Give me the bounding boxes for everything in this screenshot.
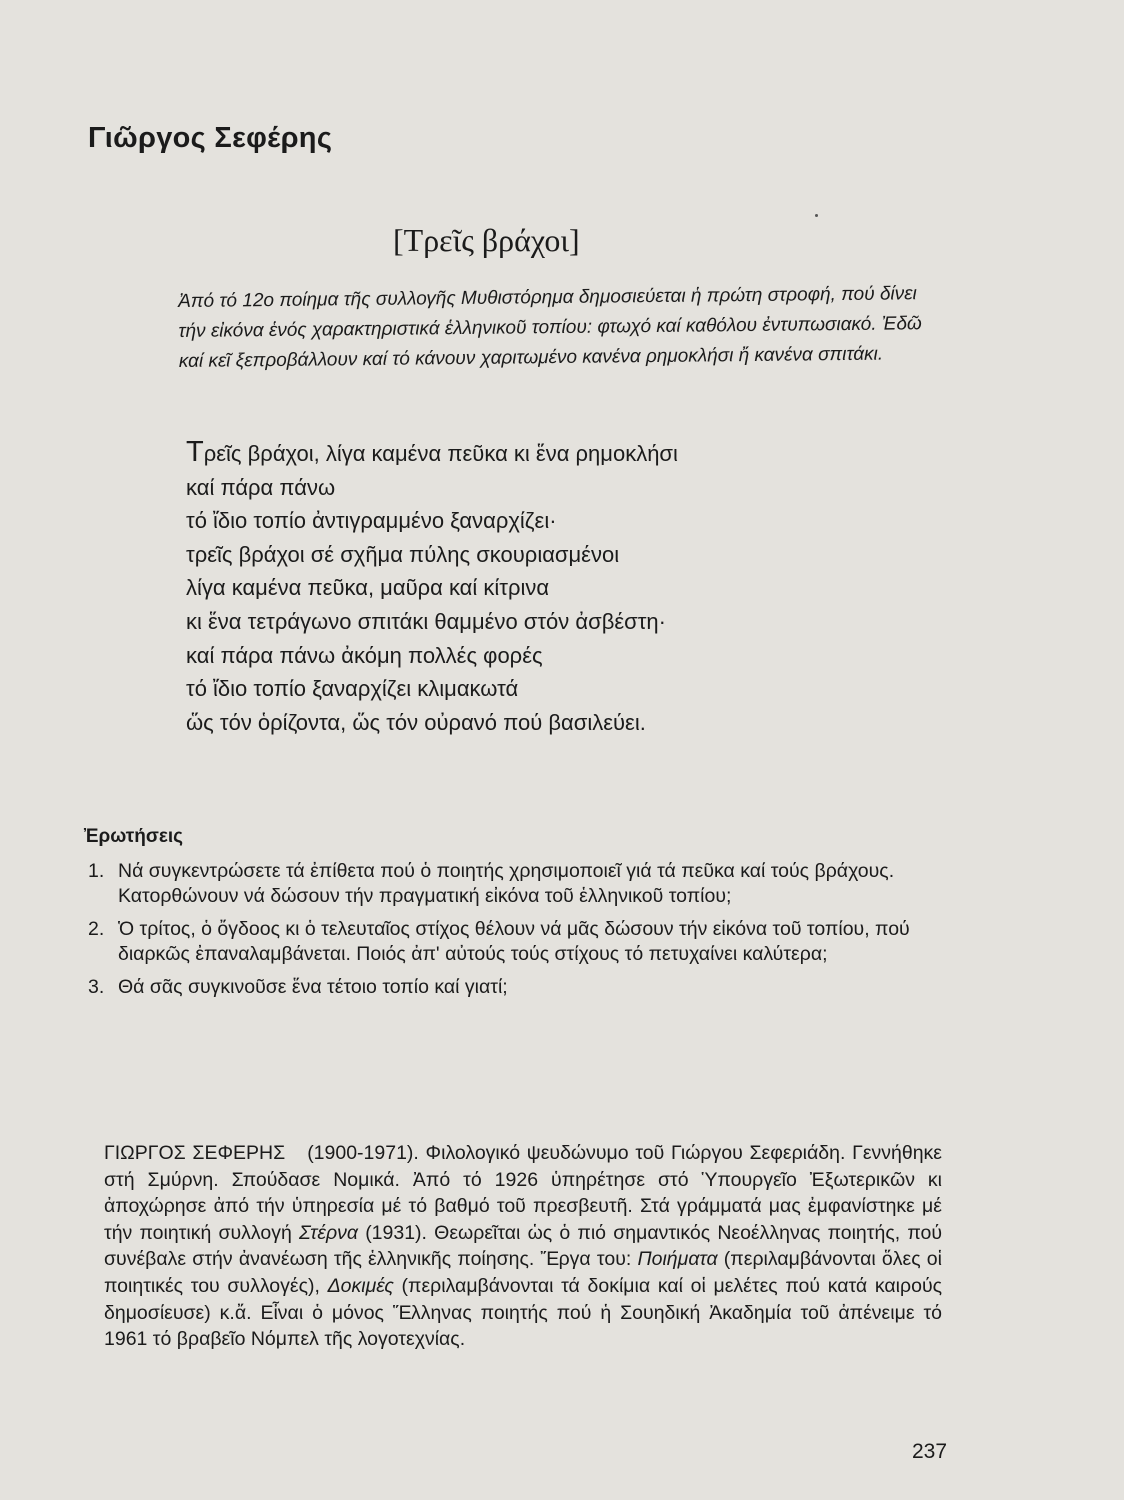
question-number: 2. bbox=[88, 918, 105, 940]
question-item bbox=[88, 859, 943, 909]
bio-text: (1900-1971). Φιλολογικό ψευδώνυμο τοῦ Γιώργου Σεφεριάδη. Γεννήθηκε στή Σμύρνη. Σπούδασε Νομικά. Ἀπό τό 1926 ὑπηρέτησε στό Ὑπουργεῖο Ἐξωτερικῶν κι ἀποχώρησε ἀπό τήν ὑπηρεσία μέ τό βαθμό τοῦ πρεσβευτῆ. Στά γράμματά μας ἐμφανίστηκε μέ τήν ποιητική συλλογή bbox=[104, 1142, 943, 1244]
questions-heading: Ἐρωτήσεις bbox=[84, 826, 184, 847]
question-text: Ὁ τρίτος, ὁ ὄγδοος κι ὁ τελευταῖος στίχος θέλουν νά μᾶς δώσουν τήν εἰκόνα τοῦ τοπίου, πού διαρκῶς ἐπαναλαμβάνεται. Ποιός ἀπ' αὐτούς τούς στίχους τό πετυχαίνει καλύτερα; bbox=[118, 918, 910, 965]
biography-text bbox=[104, 1140, 942, 1353]
question-text: Νά συγκεντρώσετε τά ἐπίθετα πού ὁ ποιητής χρησιμοποιεῖ γιά τά πεῦκα καί τούς βράχους. Κατορθώνουν νά δώσουν τήν πραγματική εἰκόνα τοῦ ἑλληνικοῦ τοπίου; bbox=[118, 860, 895, 907]
poem bbox=[186, 436, 678, 739]
bio-work-title: Ποιήματα bbox=[637, 1248, 718, 1271]
poem-title: [Τρεῖς βράχοι] bbox=[393, 222, 580, 258]
question-number: 1. bbox=[88, 860, 105, 882]
poem-line bbox=[186, 436, 678, 471]
question-item bbox=[88, 917, 943, 967]
poem-initial: Τ bbox=[186, 436, 204, 468]
questions-list bbox=[88, 859, 943, 1008]
page-number: 237 bbox=[912, 1440, 948, 1463]
poem-line: τρεῖς βράχοι σέ σχῆμα πύλης σκουριασμένοι bbox=[186, 541, 620, 567]
bio-text: (περιλαμβάνονται ὅλες οἱ ποιητικές του συλλογές), bbox=[104, 1248, 942, 1297]
biography bbox=[104, 1140, 942, 1353]
poem-line: καί πάρα πάνω bbox=[186, 474, 336, 500]
question-item bbox=[88, 975, 943, 1000]
bio-name: ΓΙΩΡΓΟΣ ΣΕΦΕΡΗΣ bbox=[104, 1142, 286, 1164]
bio-text: (1931). Θεωρεῖται ὡς ὁ πιό σημαντικός Νεοέλληνας ποιητής, πού συνέβαλε στήν ἀνανέωση τῆς ἑλληνικῆς ποίησης. Ἔργα του: bbox=[104, 1221, 943, 1271]
bio-text: (περιλαμβάνονται τά δοκίμια καί οἱ μελέτες πού κατά καιρούς δημοσίευσε) κ.ἄ. Εἶναι ὁ μόνος Ἕλληνας ποιητής πού ἡ Σουηδική Ἀκαδημία τοῦ ἀπένειμε τό 1961 τό βραβεῖο Νόμπελ τῆς λογοτεχνίας. bbox=[104, 1274, 943, 1351]
author-heading: Γιῶργος Σεφέρης bbox=[88, 122, 333, 154]
poem-line-text: ρεῖς βράχοι, λίγα καμένα πεῦκα κι ἕνα ρημοκλήσι bbox=[203, 441, 678, 466]
poem-line: τό ἴδιο τοπίο ξαναρχίζει κλιμακωτά bbox=[186, 676, 519, 702]
question-number: 3. bbox=[88, 976, 105, 998]
poem-line: ὥς τόν ὁρίζοντα, ὥς τόν οὐρανό πού βασιλεύει. bbox=[186, 709, 646, 735]
poem-line: λίγα καμένα πεῦκα, μαῦρα καί κίτρινα bbox=[186, 575, 550, 601]
poem-line: τό ἴδιο τοπίο ἀντιγραμμένο ξαναρχίζει· bbox=[186, 508, 557, 534]
question-text: Θά σᾶς συγκινοῦσε ἕνα τέτοιο τοπίο καί γιατί; bbox=[118, 976, 508, 998]
intro-paragraph bbox=[178, 279, 939, 377]
speck bbox=[815, 214, 818, 217]
intro-text: Ἀπό τό 12ο ποίημα τῆς συλλογῆς Μυθιστόρημα δημοσιεύεται ἡ πρώτη στροφή, πού δίνει τήν εἰκόνα ἑνός χαρακτηριστικά ἑλληνικοῦ τοπίου: φτωχό καί καθόλου ἐντυπωσιακό. Ἐδῶ καί κεῖ ξεπροβάλλουν καί τό κάνουν χαριτωμένο κανένα ρημοκλήσι ἤ κανένα σπιτάκι. bbox=[178, 283, 922, 372]
bio-work-title: Στέρνα bbox=[299, 1221, 358, 1244]
poem-line: κι ἕνα τετράγωνο σπιτάκι θαμμένο στόν ἀσβέστη· bbox=[186, 608, 666, 634]
bio-work-title: Δοκιμές bbox=[327, 1274, 394, 1297]
poem-line: καί πάρα πάνω ἀκόμη πολλές φορές bbox=[186, 642, 543, 668]
